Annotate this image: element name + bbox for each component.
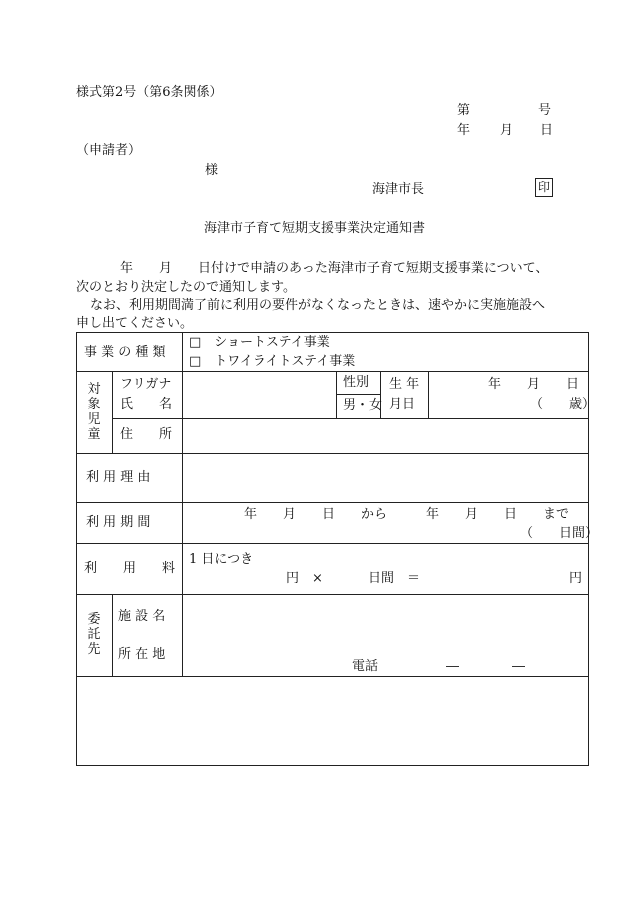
facility-address-label: 所 在 地 (118, 647, 166, 662)
body-line-4: 申し出てください。 (76, 316, 194, 331)
birth-label-top: 生 年 (389, 377, 420, 392)
reason-field[interactable] (184, 455, 586, 501)
date-month: 月 (500, 123, 514, 138)
fee-unit-price[interactable]: 円 × (286, 571, 323, 586)
name-label: 氏 名 (120, 397, 173, 412)
contractor-label: 委託先 (87, 612, 101, 657)
body-line-3: なお、利用期間満了前に利用の要件がなくなったときは、速やかに実施施設へ (90, 298, 546, 313)
service-type-label: 事 業 の 種 類 (84, 345, 166, 360)
applicant-label: （申請者） (76, 143, 142, 158)
period-days[interactable]: （ 日間） (520, 526, 599, 541)
date-day: 日 (540, 123, 554, 138)
seal-stamp: 印 (535, 178, 553, 197)
fee-days[interactable]: 日間 ＝ (368, 571, 421, 586)
checkbox-short-stay[interactable]: □ ショートステイ事業 (189, 335, 330, 350)
doc-number-suffix: 号 (538, 103, 552, 118)
mayor-label: 海津市長 (372, 182, 425, 197)
facility-address-field[interactable] (184, 634, 586, 656)
document-title: 海津市子育て短期支援事業決定通知書 (204, 221, 426, 236)
furigana-label: フリガナ (120, 377, 172, 392)
target-child-label: 対象児童 (87, 382, 101, 442)
birth-date-field[interactable]: 年 月 日 (488, 377, 580, 392)
period-range[interactable]: 年 月 日 から 年 月 日 まで (244, 507, 570, 522)
doc-number-prefix: 第 (457, 103, 471, 118)
gender-value[interactable]: 男・女 (343, 398, 383, 413)
period-label: 利 用 期 間 (86, 515, 151, 530)
reason-label: 利 用 理 由 (86, 470, 151, 485)
phone-label: 電話 (352, 659, 379, 674)
gender-label: 性別 (343, 375, 370, 390)
fee-total[interactable]: 円 (569, 571, 583, 586)
date-year: 年 (457, 123, 471, 138)
birth-label-bottom: 月日 (389, 397, 416, 412)
phone-dash-1: ― (446, 659, 459, 674)
sama-label: 様 (205, 163, 219, 178)
age-field[interactable]: （ 歳） (530, 397, 596, 412)
phone-dash-2: ― (512, 659, 525, 674)
body-line-1: 年 月 日付けで申請のあった海津市子育て短期支援事業について、 (120, 261, 549, 276)
body-line-2: 次のとおり決定したので通知します。 (76, 280, 296, 295)
facility-name-field[interactable] (184, 596, 586, 632)
checkbox-twilight-stay[interactable]: □ トワイライトステイ事業 (189, 354, 356, 369)
facility-name-label: 施 設 名 (118, 609, 166, 624)
remarks-area[interactable] (78, 678, 586, 762)
form-number-label: 様式第2号（第6条関係） (76, 85, 223, 100)
fee-label: 利 用 料 (84, 561, 176, 576)
address-label: 住 所 (120, 427, 173, 442)
fee-per-day-label: 1 日につき (189, 552, 254, 567)
